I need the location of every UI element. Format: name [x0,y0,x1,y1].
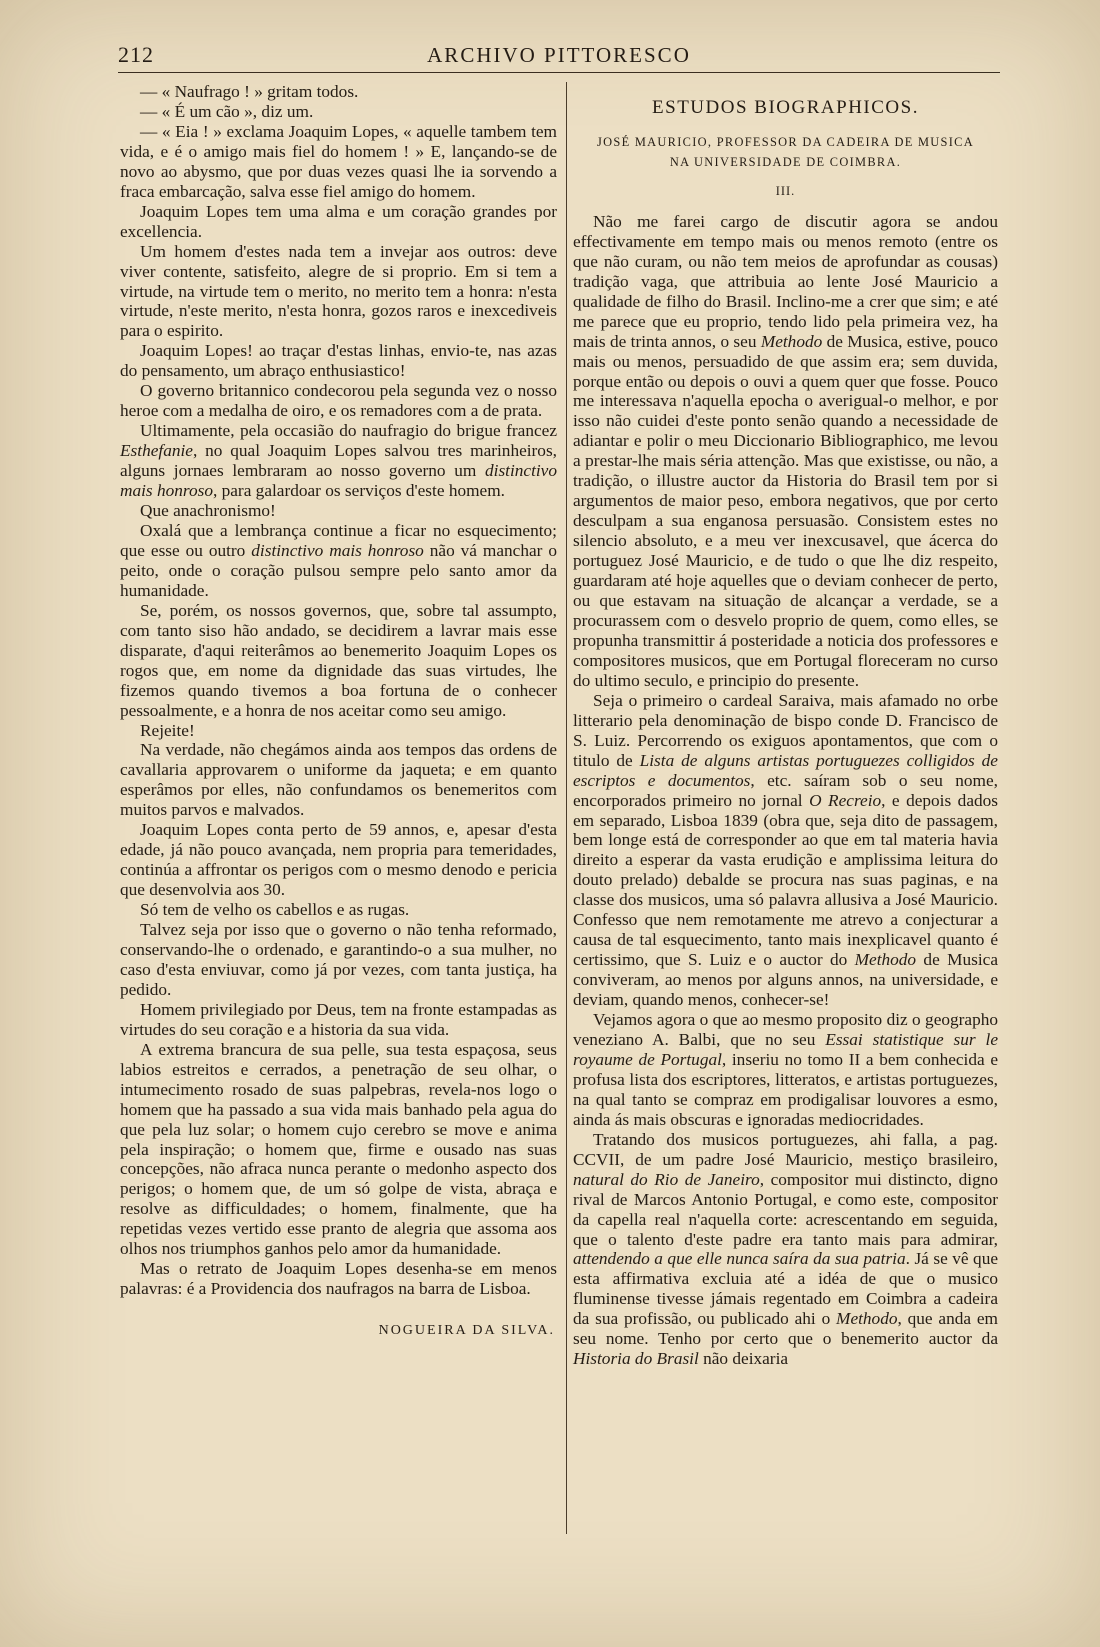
paragraph: Rejeite! [140,720,195,740]
paragraph: A extrema brancura de sua pelle, sua testa espaçosa, seus labios estreitos e cerrados, a penetração de seu olhar, o intumecimento rosado de suas palpebras, revela-nos logo o homem que ha passado a sua vida mais banhado pela agua do que pela luz solar; o homem cujo cerebro se move e anima pela inspiração; o homem que, firme e ousado nas suas concepções, não afraca nunca perante o medonho aspecto dos perigos; o homem que, de um só golpe de vista, abraça e resolve as difficuldades; o homem, finalmente, que ha repetidas vezes vertido esse pranto de alegria que assoma aos olhos nos triumphos ganhos pelo amor da humanidade. [120,1039,557,1259]
left-column [120,82,557,1341]
paragraph: — « Naufrago ! » gritam todos. [140,82,359,101]
paragraph: Joaquim Lopes! ao traçar d'estas linhas, envio-te, nas azas do pensamento, um abraço enthusiastico! [120,341,557,381]
running-title: ARCHIVO PITTORESCO [427,43,691,67]
right-column [573,98,998,1369]
column-divider [566,82,567,1534]
paragraph: Homem privilegiado por Deus, tem na fronte estampadas as virtudes do seu coração e a historia da sua vida. [120,999,557,1039]
paragraph: Ultimamente, pela occasião do naufragio do brigue francez Esthefanie, no qual Joaquim Lopes salvou tres marinheiros, alguns jornaes lembraram ao nosso governo um distinctivo mais honroso, para galardoar os serviços d'este homem. [120,421,557,501]
paragraph: Não me farei cargo de discutir agora se andou effectivamente em tempo mais ou menos remoto (entre os que não curam, ou não tem meios de aprofundar as cousas) tradição vaga, que attribuia ao lente José Mauricio a qualidade de filho do Brasil. Inclino-me a crer que sim; e até me parece que eu proprio, tendo lido pela primeira vez, ha mais de trinta annos, o seu Methodo de Musica, estive, pouco mais ou menos, persuadido de que assim era; sem duvida, porque então ou depois o ouvi a quem quer que fosse. Pouco me interessava n'aquella epocha o averigual-o melhor, e por isso não cuidei d'este ponto senão quando a necessidade de adiantar e polir o meu Diccionario Bibliographico, me levou a prestar-lhe mais séria attenção. Mas que existisse, ou não, a tradição, o illustre auctor da Historia do Brasil tem por si argumentos de maior peso, embora negativos, que por certo desculpam a sua enganosa persuasão. Consistem estes no silencio absoluto, e a meu ver inexcusavel, que ácerca do portuguez José Mauricio, e de tudo o que lhe diz respeito, guardaram até hoje aquelles que o deviam conhecer de perto, ou que estavam na situação de alcançar a verdade, se a procurassem com o desvelo proprio de quem, como elles, se propunha transmittir á posteridade a noticia dos professores e compositores musicos, que em Portugal floreceram no curso do ultimo seculo, e principio do presente. [573,211,998,690]
paragraph: Que anachronismo! [140,501,276,521]
part-number: III. [775,183,796,198]
paragraph: Na verdade, não chegámos ainda aos tempos das ordens de cavallaria approvarem o uniforme da jaqueta; e em quanto esperâmos por elles, não confundamos os benemeritos com muitos parvos e malvados. [120,740,557,820]
header-rule [118,72,1000,73]
paragraph: — « Eia ! » exclama Joaquim Lopes, « aquelle tambem tem vida, e é o amigo mais fiel do homem ! » E, lançando-se de novo ao abysmo, que por duas vezes quasi lhe ia sorvendo a fraca embarcação, salva esse fiel amigo do homem. [120,121,557,201]
paragraph: Mas o retrato de Joaquim Lopes desenha-se em menos palavras: é a Providencia dos naufragos na barra de Lisboa. [120,1259,557,1299]
paragraph: Se, porém, os nossos governos, que, sobre tal assumpto, com tanto siso hão andado, se decidirem a lavrar mais esse disparate, d'aqui reiterâmos ao benemerito Joaquim Lopes os rogos que, em nome da dignidade das suas virtudes, lhe fizemos quando tivemos a boa fortuna de o conhecer pessoalmente, e a honra de nos aceitar como seu amigo. [120,600,557,720]
author-signature: NOGUEIRA DA SILVA. [378,1323,555,1339]
paragraph: O governo britannico condecorou pela segunda vez o nosso heroe com a medalha de oiro, e os remadores com a de prata. [120,381,557,421]
article-subtitle [573,132,998,172]
subtitle-line-2: NA UNIVERSIDADE DE COIMBRA. [669,154,902,169]
paragraph: Tratando dos musicos portuguezes, ahi falla, a pag. CCVII, de um padre José Mauricio, mestiço brasileiro, natural do Rio de Janeiro, compositor mui distincto, digno rival de Marcos Antonio Portugal, e como este, compositor da capella real n'aquella corte: acrescentando em seguida, que o talento d'este padre era tanto mais para admirar, attendendo a que elle nunca saíra da sua patria. Já se vê que esta affirmativa excluia até a idéa de que o musico fluminense tivesse jámais regentado em Coimbra a cadeira da sua profissão, ou publicado ahi o Methodo, que anda em seu nome. Tenho por certo que o benemerito auctor da Historia do Brasil não deixaria [573,1129,998,1369]
paragraph: Oxalá que a lembrança continue a ficar no esquecimento; que esse ou outro distinctivo mais honroso não vá manchar o peito, onde o coração pulsou sempre pelo santo amor da humanidade. [120,520,557,600]
paragraph: Talvez seja por isso que o governo o não tenha reformado, conservando-lhe o ordenado, e garantindo-o a sua mulher, no caso d'esta enviuvar, como já por vezes, com tanta justiça, ha pedido. [120,920,557,999]
page-number: 212 [118,42,154,67]
paragraph: Um homem d'estes nada tem a invejar aos outros: deve viver contente, satisfeito, alegre de si proprio. Em si tem a virtude, na virtude tem o merito, no merito tem a honra: n'esta virtude, n'este merito, n'esta honra, gozos raros e inexcediveis para o espirito. [120,241,557,341]
paragraph: Joaquim Lopes conta perto de 59 annos, e, apesar d'esta edade, já não pouco avançada, nem propria para temeridades, continúa a affrontar os perigos com o mesmo denodo e pericia que desenvolvia aos 30. [120,820,557,900]
paragraph: Joaquim Lopes tem uma alma e um coração grandes por excellencia. [120,201,557,241]
paragraph: Seja o primeiro o cardeal Saraiva, mais afamado no orbe litterario pela denominação de bispo conde D. Francisco de S. Luiz. Percorrendo os exiguos apontamentos, que com o titulo de Lista de alguns artistas portuguezes colligidos de escriptos e documentos, etc. saíram sob o seu nome, encorporados primeiro no jornal O Recreio, e depois dados em separado, Lisboa 1839 (obra que, seja dito de passagem, bem longe está de corresponder ao que em tal materia havia direito a esperar da vasta erudição e amplissima leitura do douto prelado) debalde se procura nas suas paginas, e na classe dos musicos, uma só palavra allusiva a José Mauricio. Confesso que nem remotamente me atrevo a conjecturar a causa de tal esquecimento, tanto mais inexplicavel quanto é certissimo, que S. Luiz e o auctor do Methodo de Musica conviveram, ao menos por alguns annos, na universidade, e deviam, quando menos, conhecer-se! [573,690,998,1010]
paragraph: Só tem de velho os cabellos e as rugas. [140,900,410,920]
paragraph: Vejamos agora o que ao mesmo proposito diz o geographo veneziano A. Balbi, que no seu Essai statistique sur le royaume de Portugal, inseriu no tomo II a bem conhecida e profusa lista dos escriptores, litteratos, e artistas portuguezes, na qual tanto se compraz em prodigalisar louvores a esmo, ainda ás mais obscuras e ignoradas mediocridades. [573,1010,998,1129]
running-header [118,42,1000,68]
paragraph: — « É um cão », diz um. [140,101,314,121]
section-title: ESTUDOS BIOGRAPHICOS. [652,97,919,118]
subtitle-line-1: JOSÉ MAURICIO, PROFESSOR DA CADEIRA DE MUSICA [597,134,974,149]
